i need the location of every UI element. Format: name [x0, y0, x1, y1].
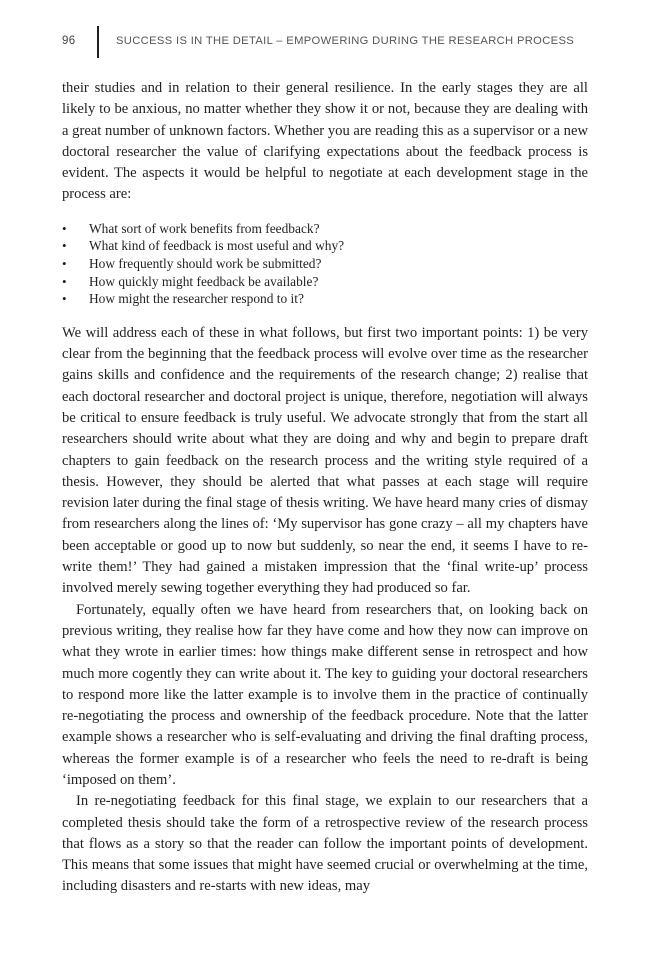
paragraph: We will address each of these in what follows, but first two important points: 1) be very clear from the beginning that the feedback process will evolve over time as the researcher gains skills and confidence and the requirements of the research change; 2) realise that each doctoral researcher and doctoral project is unique, therefore, negotiation will always be critical to ensure feedback is truly useful. We advocate strongly that from the start all researchers should write about what they are doing and why and begin to prepare draft chapters to gain feedback on the research process and the writing style required of a thesis. However, they should be alerted that what passes at each stage will require revision later during the final stage of thesis writing. We have heard many cries of dismay from researchers along the lines of: ‘My supervisor has gone crazy – all my chapters have been acceptable or good up to now but suddenly, so near the end, it seems I have to re-write them!’ They had gained a mistaken impression that the ‘final write-up’ process involved merely sewing together everything they had produced so far.	[62, 324, 588, 597]
bullet-item	[62, 290, 588, 308]
bullet-icon: •	[62, 273, 67, 289]
bullet-text: How quickly might feedback be available?	[89, 273, 319, 289]
bullet-list	[62, 220, 588, 308]
bullet-item	[62, 273, 588, 291]
bullet-text: What kind of feedback is most useful and why?	[89, 238, 345, 254]
bullet-icon: •	[62, 291, 67, 307]
bullet-text: How might the researcher respond to it?	[89, 291, 304, 307]
bullet-item	[62, 255, 588, 273]
page-number: 96	[62, 35, 76, 47]
paragraph: Fortunately, equally often we have heard from researchers that, on looking back on previous writing, they realise how far they have come and how they now can improve on what they wrote in earlier times: how things make different sense in retrospect and how much more cogently they can write about it. The key to guiding your doctoral researchers to respond more like the latter example is to involve them in the practice of continually re-negotiating the process and ownership of the feedback procedure. Note that the latter example shows a researcher who is self-evaluating and driving the final drafting process, whereas the former example is of a researcher who feels the need to re-draft is being ‘imposed on them’.	[62, 601, 588, 788]
running-head	[62, 26, 588, 58]
header-divider	[97, 26, 99, 58]
bullet-text: How frequently should work be submitted?	[89, 255, 322, 271]
running-title: SUCCESS IS IN THE DETAIL – EMPOWERING DURING THE RESEARCH PROCESS	[116, 35, 575, 47]
body-text	[62, 78, 588, 898]
bullet-item	[62, 220, 588, 238]
paragraph: their studies and in relation to their general resilience. In the early stages they are all likely to be anxious, no matter whether they show it or not, because they are dealing with a great number of unknown factors. Whether you are reading this as a supervisor or a new doctoral researcher the value of clarifying expectations about the feedback process is evident. The aspects it would be helpful to negotiate at each development stage in the process are:	[62, 80, 588, 203]
paragraph: In re-negotiating feedback for this final stage, we explain to our researchers that a completed thesis should take the form of a retrospective review of the research process that flows as a story so that the reader can follow the important points of development. This means that some issues that might have seemed crucial or overwhelming at the time, including disasters and re-starts with new ideas, may	[62, 793, 588, 895]
bullet-text: What sort of work benefits from feedback?	[89, 220, 320, 236]
bullet-icon: •	[62, 238, 67, 254]
bullet-icon: •	[62, 255, 67, 271]
bullet-icon: •	[62, 220, 67, 236]
bullet-item	[62, 237, 588, 255]
